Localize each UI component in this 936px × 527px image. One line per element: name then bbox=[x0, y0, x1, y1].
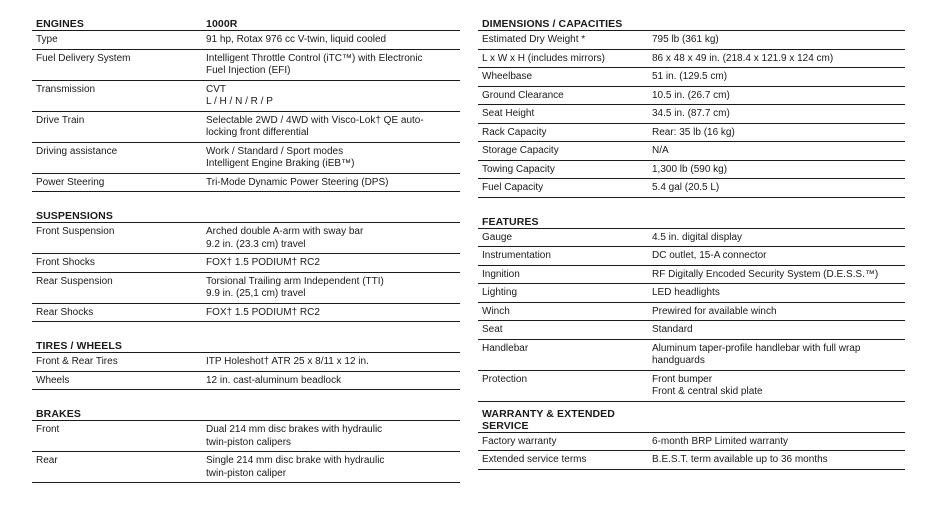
spec-value: 5.4 gal (20.5 L) bbox=[652, 182, 720, 193]
spec-row bbox=[32, 273, 460, 304]
spec-value: 12 in. cast-aluminum beadlock bbox=[206, 374, 342, 386]
spec-row bbox=[32, 112, 460, 143]
spec-value: FOX† 1.5 PODIUM† RC2 bbox=[206, 306, 320, 318]
spec-section-warranty-extended-service bbox=[478, 407, 905, 470]
spec-value: Aluminum taper-profile handlebar with full wrap handguards bbox=[652, 342, 861, 366]
spec-section-tires-wheels bbox=[32, 335, 460, 390]
section-header bbox=[32, 403, 460, 421]
spec-value: N/A bbox=[652, 145, 669, 156]
left-column bbox=[32, 13, 460, 496]
section-header bbox=[32, 335, 460, 353]
spec-label: Front & Rear Tires bbox=[36, 356, 118, 367]
spec-value: FOX† 1.5 PODIUM† RC2 bbox=[206, 257, 320, 268]
spec-value: 86 x 48 x 49 in. (218.4 x 121.9 x 124 cm) bbox=[652, 52, 834, 64]
spec-row bbox=[478, 371, 905, 402]
spec-row bbox=[478, 87, 905, 106]
spec-row bbox=[32, 31, 460, 50]
section-header bbox=[478, 407, 905, 433]
section-title: BRAKES bbox=[36, 408, 81, 420]
spec-label: Storage Capacity bbox=[482, 145, 559, 156]
spec-label: Seat Height bbox=[482, 108, 535, 119]
spec-label: Driving assistance bbox=[36, 145, 118, 157]
spec-row bbox=[32, 143, 460, 174]
spec-row bbox=[32, 254, 460, 273]
spec-label: Extended service terms bbox=[482, 454, 587, 465]
section-header bbox=[32, 205, 460, 223]
spec-label: Front bbox=[36, 424, 60, 435]
spec-value: 795 lb (361 kg) bbox=[652, 34, 719, 45]
spec-label: Fuel Delivery System bbox=[36, 52, 131, 64]
spec-value: 4.5 in. digital display bbox=[652, 231, 743, 243]
spec-label: Instrumentation bbox=[482, 250, 551, 261]
spec-value: Tri-Mode Dynamic Power Steering (DPS) bbox=[206, 176, 389, 188]
spec-value: Torsional Trailing arm Independent (TTI) 9.9 in. (25,1 cm) travel bbox=[206, 275, 384, 299]
spec-row bbox=[32, 50, 460, 81]
spec-row bbox=[478, 124, 905, 143]
spec-row bbox=[32, 452, 460, 483]
spec-label: Ingnition bbox=[482, 268, 520, 280]
spec-label: Handlebar bbox=[482, 342, 529, 354]
spec-value: Selectable 2WD / 4WD with Visco-Lok† QE auto- locking front differential bbox=[206, 114, 424, 138]
spec-row bbox=[478, 229, 905, 248]
spec-value: ITP Holeshot† ATR 25 x 8/11 x 12 in. bbox=[206, 356, 369, 367]
spec-label: Front Suspension bbox=[36, 226, 115, 237]
spec-label: Gauge bbox=[482, 231, 513, 243]
spec-label: Rear Shocks bbox=[36, 306, 94, 318]
spec-row bbox=[478, 321, 905, 340]
spec-label: Power Steering bbox=[36, 176, 105, 188]
spec-row bbox=[32, 304, 460, 323]
spec-label: Transmission bbox=[36, 83, 96, 95]
spec-label: Estimated Dry Weight * bbox=[482, 34, 586, 45]
spec-label: Winch bbox=[482, 305, 510, 317]
right-column bbox=[478, 13, 905, 483]
spec-section-features bbox=[478, 211, 905, 402]
spec-value: Single 214 mm disc brake with hydraulic twin-piston caliper bbox=[206, 455, 385, 479]
spec-label: Front Shocks bbox=[36, 257, 95, 268]
spec-value: Rear: 35 lb (16 kg) bbox=[652, 126, 735, 138]
spec-row bbox=[32, 174, 460, 193]
spec-label: Wheels bbox=[36, 374, 70, 386]
spec-value: B.E.S.T. term available up to 36 months bbox=[652, 454, 828, 465]
spec-row bbox=[478, 50, 905, 69]
spec-label: Rear Suspension bbox=[36, 275, 113, 287]
spec-row bbox=[478, 179, 905, 198]
spec-row bbox=[478, 105, 905, 124]
spec-row bbox=[478, 284, 905, 303]
spec-row bbox=[478, 266, 905, 285]
spec-label: Ground Clearance bbox=[482, 89, 564, 101]
spec-label: Wheelbase bbox=[482, 71, 533, 82]
section-title: WARRANTY & EXTENDED SERVICE bbox=[482, 407, 615, 432]
spec-label: Factory warranty bbox=[482, 435, 557, 447]
spec-value: Prewired for available winch bbox=[652, 305, 777, 317]
spec-value: 1,300 lb (590 kg) bbox=[652, 163, 728, 175]
spec-row bbox=[478, 68, 905, 87]
spec-value: Work / Standard / Sport modes Intelligent Engine Braking (iEB™) bbox=[206, 145, 355, 169]
section-title: SUSPENSIONS bbox=[36, 210, 113, 222]
spec-row bbox=[478, 142, 905, 161]
section-title: FEATURES bbox=[482, 215, 539, 228]
spec-row bbox=[32, 372, 460, 391]
spec-label: Rear bbox=[36, 455, 58, 466]
section-header bbox=[32, 13, 460, 31]
spec-section-dimensions-capacities bbox=[478, 13, 905, 198]
spec-value: Front bumper Front & central skid plate bbox=[652, 373, 763, 397]
spec-value: 91 hp, Rotax 976 cc V-twin, liquid cooled bbox=[206, 34, 387, 45]
spec-row bbox=[478, 303, 905, 322]
spec-row bbox=[478, 161, 905, 180]
spec-row bbox=[478, 451, 905, 470]
spec-value: Dual 214 mm disc brakes with hydraulic twin-piston calipers bbox=[206, 424, 383, 448]
spec-label: Seat bbox=[482, 324, 503, 335]
spec-label: Rack Capacity bbox=[482, 126, 547, 138]
section-title: ENGINES bbox=[36, 18, 84, 30]
spec-label: Fuel Capacity bbox=[482, 182, 544, 193]
spec-value: DC outlet, 15-A connector bbox=[652, 250, 767, 261]
spec-value: Arched double A-arm with sway bar 9.2 in. (23.3 cm) travel bbox=[206, 226, 364, 250]
spec-label: Towing Capacity bbox=[482, 163, 555, 175]
section-header bbox=[478, 211, 905, 229]
spec-section-brakes bbox=[32, 403, 460, 483]
spec-value: 51 in. (129.5 cm) bbox=[652, 71, 728, 82]
spec-value: RF Digitally Encoded Security System (D.E.S.S.™) bbox=[652, 268, 879, 280]
spec-value: LED headlights bbox=[652, 287, 720, 298]
spec-row bbox=[32, 421, 460, 452]
spec-row bbox=[478, 247, 905, 266]
spec-value: 34.5 in. (87.7 cm) bbox=[652, 108, 730, 119]
section-title: TIRES / WHEELS bbox=[36, 340, 122, 352]
spec-row bbox=[478, 433, 905, 452]
section-title: DIMENSIONS / CAPACITIES bbox=[482, 18, 623, 30]
spec-value: 6-month BRP Limited warranty bbox=[652, 435, 788, 447]
spec-section-suspensions bbox=[32, 205, 460, 322]
spec-row bbox=[478, 31, 905, 50]
spec-value: CVT L / H / N / R / P bbox=[206, 83, 273, 107]
spec-label: L x W x H (includes mirrors) bbox=[482, 52, 605, 64]
section-header bbox=[478, 13, 905, 31]
spec-row bbox=[32, 81, 460, 112]
section-model-label: 1000R bbox=[206, 18, 238, 30]
spec-row bbox=[32, 353, 460, 372]
spec-label: Protection bbox=[482, 373, 528, 385]
spec-label: Lighting bbox=[482, 287, 518, 298]
spec-row bbox=[478, 340, 905, 371]
spec-label: Type bbox=[36, 34, 58, 45]
spec-label: Drive Train bbox=[36, 114, 85, 126]
spec-value: 10.5 in. (26.7 cm) bbox=[652, 89, 730, 101]
spec-section-engines bbox=[32, 13, 460, 192]
spec-value: Standard bbox=[652, 324, 693, 335]
spec-value: Intelligent Throttle Control (iTC™) with Electronic Fuel Injection (EFI) bbox=[206, 52, 423, 76]
spec-row bbox=[32, 223, 460, 254]
